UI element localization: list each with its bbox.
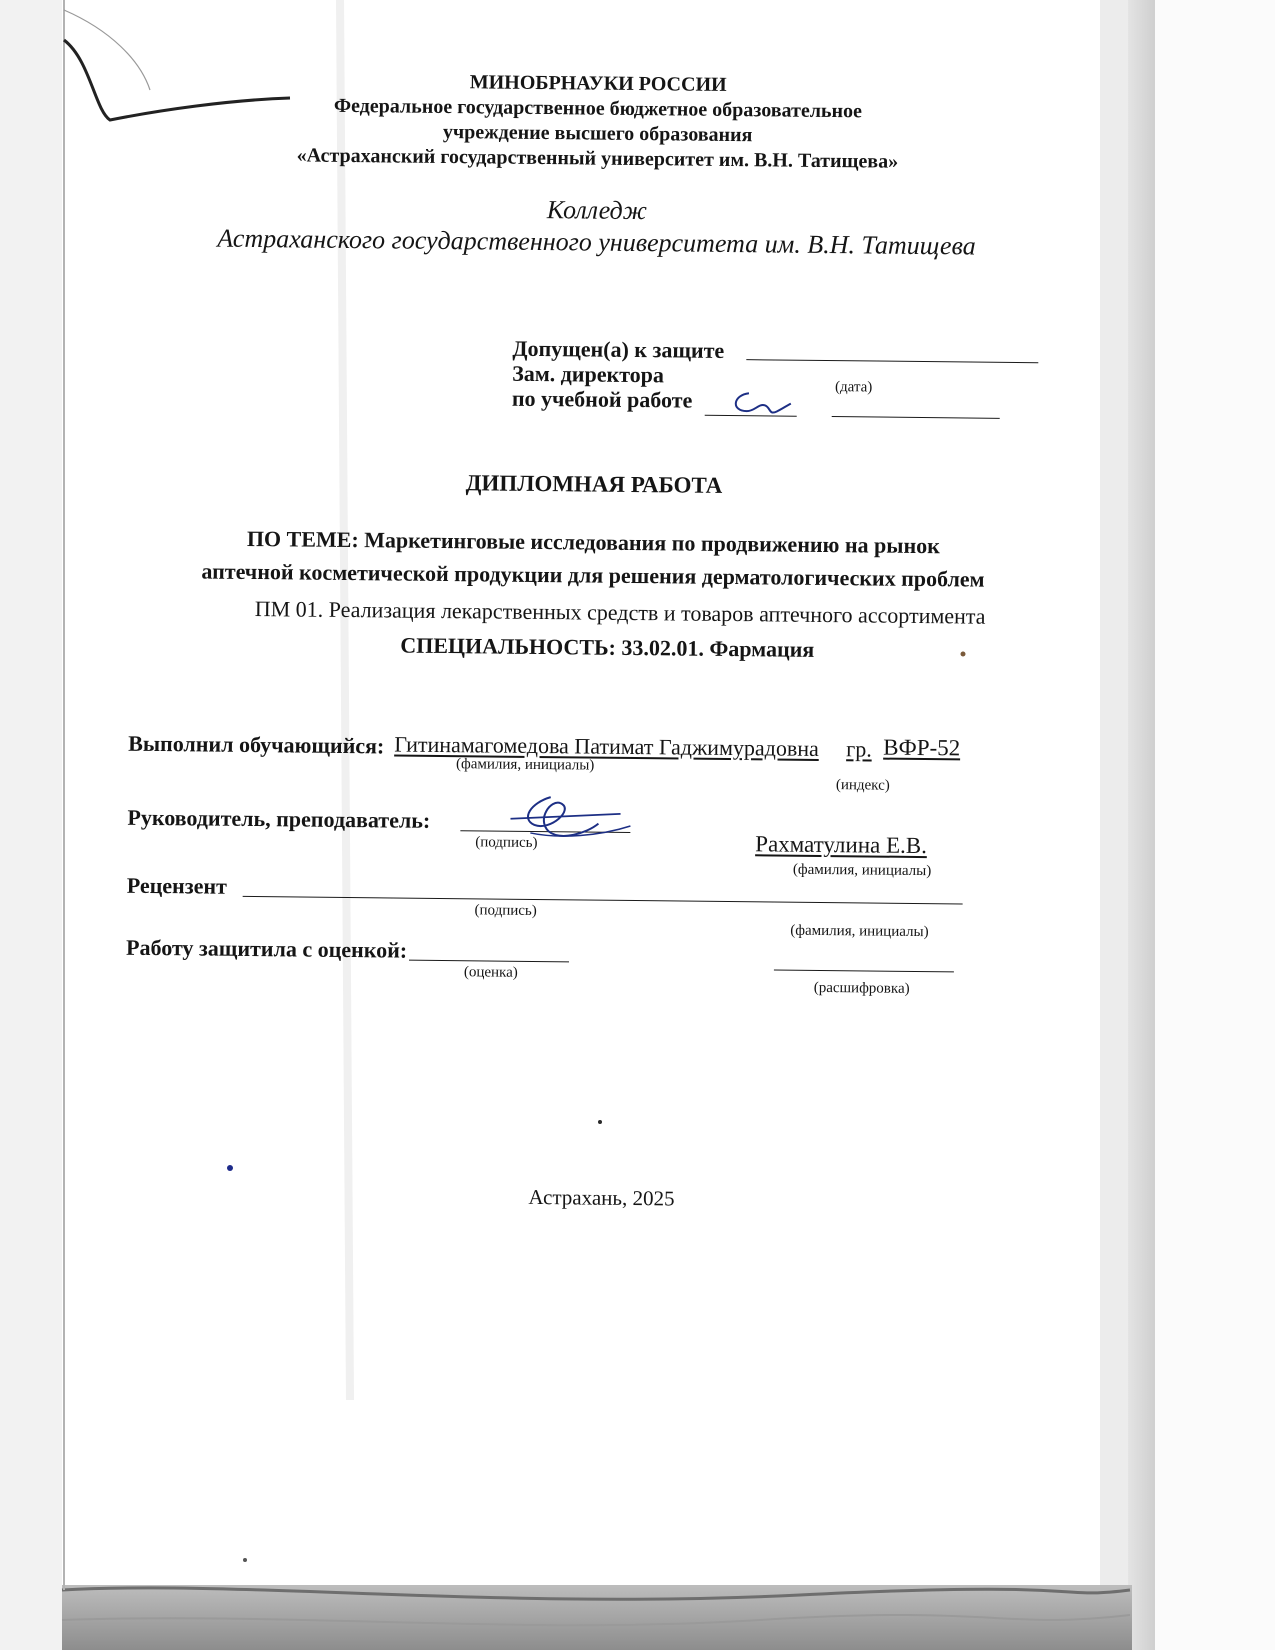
ministry-name: МИНОБРНАУКИ РОССИИ [469,71,727,96]
reviewer-label: Рецензент [126,872,228,899]
supervisor-name-caption: (фамилия, инициалы) [792,861,932,880]
document-type: ДИПЛОМНАЯ РАБОТА [465,470,723,498]
academic-work-label: по учебной работе [511,385,693,413]
admitted-label: Допущен(а) к защите [512,335,725,363]
reviewer-name-caption: (фамилия, инициалы) [790,922,929,941]
title-page [47,4,1134,1651]
city-year: Астрахань, 2025 [528,1184,675,1211]
group-number: ВФР-52 [883,734,961,761]
defense-label: Работу защитила с оценкой: [125,934,408,963]
supervisor-signature-caption: (подпись) [475,834,538,852]
date-line [832,416,1000,419]
professional-module: ПМ 01. Реализация лекарственных средств и товаров аптечного ассортимента [254,596,986,629]
student-label: Выполнил обучающийся: [128,730,385,759]
admitted-line [746,359,1038,363]
college-line-2: Астраханского государственного университета им. В.Н. Татищева [217,223,976,261]
decoding-caption: (расшифровка) [813,979,910,997]
decoding-line [774,969,954,972]
college-line-1: Колледж [546,195,648,226]
institution-line-2: учреждение высшего образования [442,120,753,147]
topic-line-1: ПО ТЕМЕ: Маркетинговые исследования по продвижению на рынок [246,525,941,559]
grade-line [409,960,569,963]
deputy-signature [725,389,795,420]
specialty: СПЕЦИАЛЬНОСТЬ: 33.02.01. Фармация [400,632,815,662]
reviewer-line [243,896,963,905]
deputy-label: Зам. директора [512,360,665,388]
reviewer-signature-caption: (подпись) [474,902,537,920]
institution-line-3: «Астраханский государственный университет им. В.Н. Татищева» [296,144,899,173]
date-caption: (дата) [834,379,873,396]
student-name: Гитинамагомедова Патимат Гаджимурадовна [394,731,819,761]
grade-caption: (оценка) [463,964,518,981]
group-caption: (индекс) [835,777,890,794]
student-name-caption: (фамилия, инициалы) [455,756,595,774]
topic-line-2: аптечной косметической продукции для решения дерматологических проблем [201,558,985,592]
institution-line-1: Федеральное государственное бюджетное образовательное [333,94,863,123]
group-prefix: гр. [846,736,872,762]
supervisor-label: Руководитель, преподаватель: [127,804,431,833]
supervisor-name: Рахматулина Е.В. [755,831,928,859]
